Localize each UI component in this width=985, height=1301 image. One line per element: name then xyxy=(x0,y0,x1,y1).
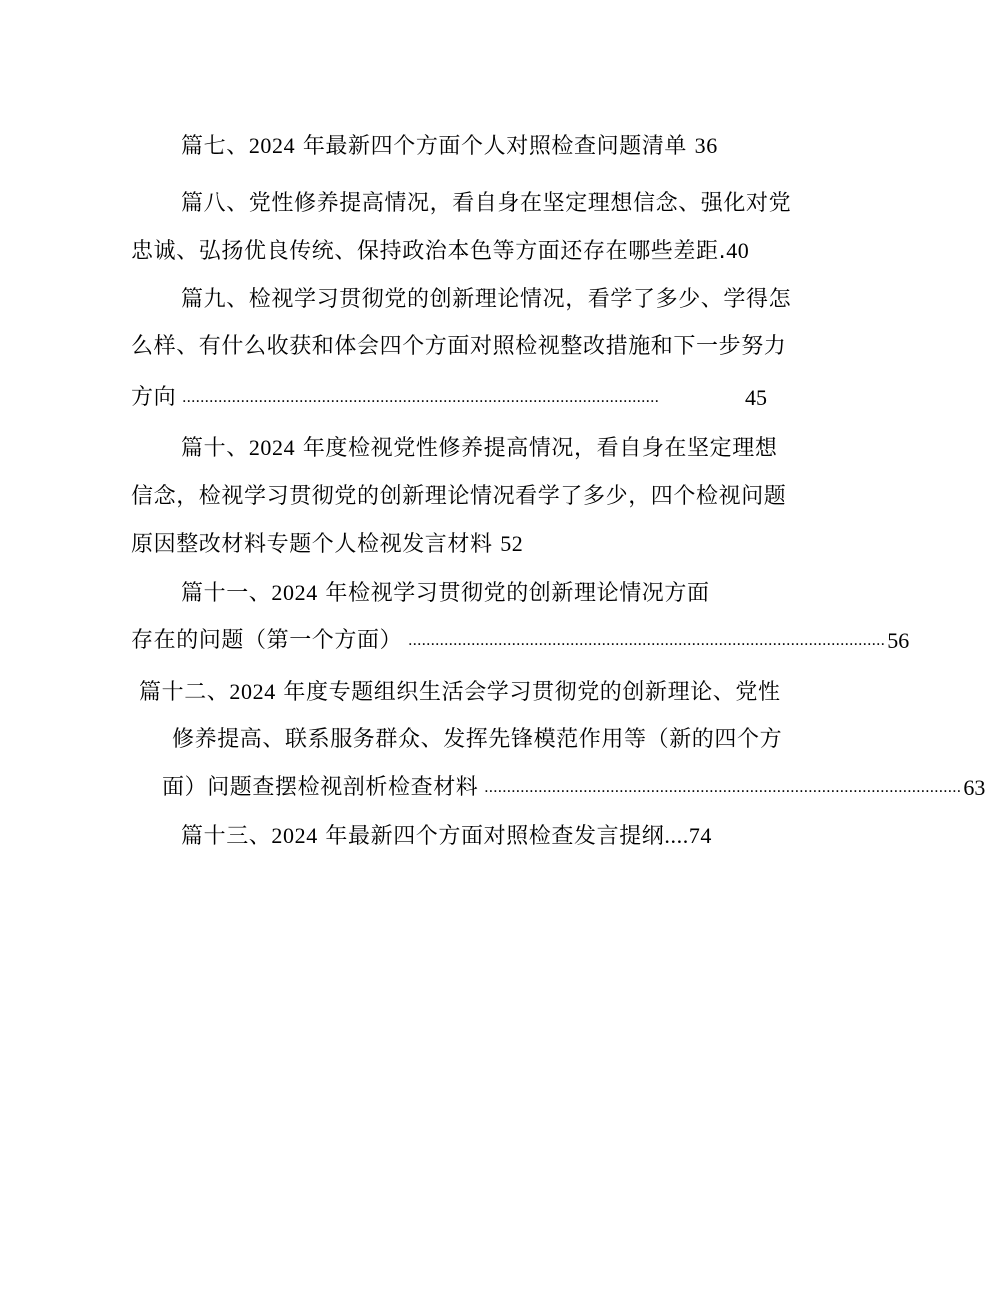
toc-entry-12-line-1[interactable] xyxy=(139,677,781,707)
toc-entry-7[interactable] xyxy=(181,131,718,161)
toc-entry-13[interactable] xyxy=(181,821,712,851)
toc-entry-12-prefix: 篇十二、 xyxy=(139,680,230,705)
toc-entry-8-line-1[interactable]: 篇八、党性修养提高情况，看自身在坚定理想信念、强化对党 xyxy=(181,191,792,216)
toc-entry-13-prefix: 篇十三、 xyxy=(181,824,272,849)
toc-entry-11-page: 56 xyxy=(887,628,910,653)
toc-entry-11-leader-dots: .......................................................................................................... xyxy=(408,632,886,649)
toc-entry-11-title-end: 存在的问题（第一个方面） xyxy=(131,628,403,653)
toc-entry-10-title-end: 原因整改材料专题个人检视发言材料 xyxy=(131,532,493,557)
toc-entry-10-year: 2024 xyxy=(248,435,296,460)
toc-entry-11-year: 2024 xyxy=(271,580,318,605)
toc-entry-7-page: 36 xyxy=(694,133,718,158)
toc-entry-12-line-3[interactable] xyxy=(162,773,985,803)
toc-entry-9-leader-dots: .......................................................................................................... xyxy=(182,389,660,406)
toc-entry-8-title-end: 忠诚、弘扬优良传统、保持政治本色等方面还存在哪些差距. xyxy=(131,239,727,264)
toc-entry-12-page: 63 xyxy=(963,775,985,800)
toc-entry-9-line-2[interactable]: 么样、有什么收获和体会四个方面对照检视整改措施和下一步努力 xyxy=(131,334,787,359)
toc-entry-7-year: 2024 xyxy=(248,133,296,158)
toc-entry-12-year: 2024 xyxy=(229,679,276,704)
toc-entry-13-leader-dots: .... xyxy=(664,823,689,848)
toc-entry-12-title: 年度专题组织生活会学习贯彻党的创新理论、党性 xyxy=(283,680,781,705)
toc-entry-13-page: 74 xyxy=(688,823,713,848)
toc-entry-7-title: 年最新四个方面个人对照检查问题清单 xyxy=(302,134,688,159)
toc-entry-12-line-2[interactable]: 修养提高、联系服务群众、发挥先锋模范作用等（新的四个方 xyxy=(172,727,783,752)
toc-entry-11-title: 年检视学习贯彻党的创新理论情况方面 xyxy=(325,581,710,606)
toc-entry-7-prefix: 篇七、 xyxy=(181,134,249,159)
toc-entry-9-page: 45 xyxy=(745,385,767,410)
toc-entry-11-line-1[interactable] xyxy=(181,578,710,608)
toc-entry-13-year: 2024 xyxy=(271,823,318,848)
toc-entry-13-title: 年最新四个方面对照检查发言提纲 xyxy=(325,824,665,849)
toc-entry-10-prefix: 篇十、 xyxy=(181,436,249,461)
toc-entry-9-line-3[interactable] xyxy=(131,383,767,413)
toc-entry-10-line-1[interactable] xyxy=(181,433,777,463)
toc-entry-10-line-3[interactable] xyxy=(131,529,523,559)
toc-entry-10-line-2[interactable]: 信念，检视学习贯彻党的创新理论情况看学了多少，四个检视问题 xyxy=(131,484,787,509)
toc-entry-9-line-1[interactable]: 篇九、检视学习贯彻党的创新理论情况，看学了多少、学得怎 xyxy=(181,287,792,312)
toc-entry-10-title: 年度检视党性修养提高情况，看自身在坚定理想 xyxy=(302,436,778,461)
toc-entry-8-line-2[interactable] xyxy=(131,236,749,266)
toc-entry-10-page: 52 xyxy=(500,531,524,556)
toc-entry-8-page: 40 xyxy=(726,238,750,263)
toc-entry-11-prefix: 篇十一、 xyxy=(181,581,272,606)
toc-entry-9-title-end: 方向 xyxy=(131,385,177,410)
toc-entry-11-line-2[interactable] xyxy=(131,626,910,656)
toc-entry-12-leader-dots: .......................................................................................................... xyxy=(484,779,962,796)
toc-entry-12-title-end: 面）问题查摆检视剖析检查材料 xyxy=(162,775,479,800)
